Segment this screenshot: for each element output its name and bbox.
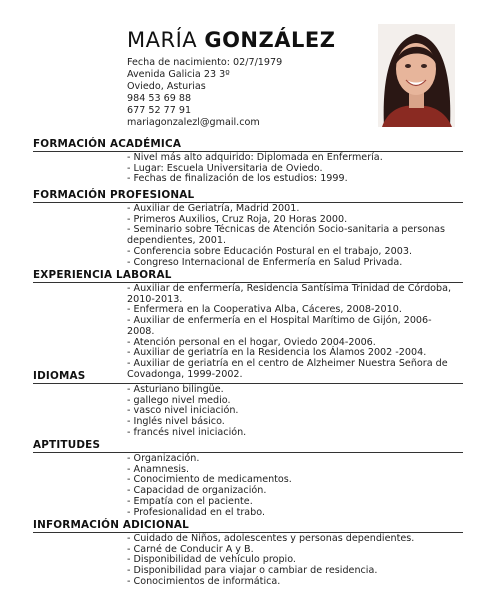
list-item: - Anamnesis. [127,463,190,475]
section-additional-info [33,519,463,588]
section-title: EXPERIENCIA LABORAL [33,269,463,283]
birth-date: Fecha de nacimiento: 02/7/1979 [127,57,283,68]
section-work-experience [33,269,463,380]
list-item: - Disponibilidad para viajar o cambiar de residencia. [127,565,378,577]
contact-info [127,57,282,128]
list-item: - Auxiliar de enfermería en el Hospital Marítimo de Gijón, 2006-2008. [127,315,432,337]
list-item: - francés nivel iniciación. [127,426,247,438]
first-name: MARÍA [127,28,198,52]
list-item: - Inglés nivel básico. [127,416,225,428]
email: mariagonzalezl@gmail.com [127,116,260,128]
city: Oviedo, Asturias [127,80,206,92]
list-item: - Primeros Auxilios, Cruz Roja, 20 Horas 2000. [127,213,348,225]
list-item: - Auxiliar de geriatría en la Residencia los Álamos 2002 -2004. [127,347,427,359]
list-item: - Disponibilidad de vehículo propio. [127,554,296,566]
list-item: - gallego nivel medio. [127,394,231,406]
list-item: - Lugar: Escuela Universitaria de Oviedo. [127,162,323,174]
section-title: IDIOMAS [33,370,463,384]
section-items [33,454,463,518]
section-items [33,534,463,588]
street-address: Avenida Galicia 23 3º [127,68,230,80]
section-items [33,385,463,439]
list-item: - Empatía con el paciente. [127,495,253,507]
list-item: - Conocimientos de informática. [127,575,281,587]
section-academic-training [33,138,463,185]
section-title: FORMACIÓN ACADÉMICA [33,138,463,152]
list-item: - Asturiano bilingüe. [127,384,224,395]
list-item: - Carné de Conducir A y B. [127,543,254,555]
list-item: - Cuidado de Niños, adolescentes y personas dependientes. [127,533,415,544]
section-items [33,204,463,268]
list-item: - Profesionalidad en el trabo. [127,506,266,518]
section-professional-training [33,189,463,268]
list-item: - Seminario sobre Técnicas de Atención Socio-sanitaria a personas dependientes, 2001. [127,224,446,247]
list-item: - Nivel más alto adquirido: Diplomada en Enfermería. [127,152,383,163]
section-title: FORMACIÓN PROFESIONAL [33,189,463,203]
last-name: GONZÁLEZ [204,28,336,52]
list-item: - Congreso Internacional de Enfermería en Salud Privada. [127,256,403,268]
list-item: - Atención personal en el hogar, Oviedo 2004-2006. [127,336,376,348]
list-item: - Conferencia sobre Educación Postural en el trabajo, 2003. [127,245,412,257]
section-title: INFORMACIÓN ADICIONAL [33,519,463,533]
list-item: - Fechas de finalización de los estudios: 1999. [127,173,348,185]
portrait-image [378,24,455,127]
section-title: APTITUDES [33,439,463,453]
list-item: - Capacidad de organización. [127,485,267,497]
section-items [33,284,463,380]
list-item: - Auxiliar de Geriatría, Madrid 2001. [127,203,300,214]
list-item: - Enfermera en la Cooperativa Alba, Cáceres, 2008-2010. [127,304,402,316]
phone-mobile: 677 52 77 91 [127,104,192,116]
list-item: - Conocimiento de medicamentos. [127,474,292,486]
list-item: - Organización. [127,453,200,464]
section-skills [33,439,463,518]
list-item: - Auxiliar de geriatría en el centro de Alzheimer Nuestra Señora de Covadonga, 1999-2002. [127,357,448,380]
candidate-name [127,28,335,52]
phone-landline: 984 53 69 88 [127,92,192,104]
list-item: - Auxiliar de enfermería, Residencia Santísima Trinidad de Córdoba, 2010-2013. [127,283,452,305]
section-items [33,153,463,185]
list-item: - vasco nivel iniciación. [127,405,239,417]
profile-photo [378,24,455,127]
section-languages [33,370,463,439]
